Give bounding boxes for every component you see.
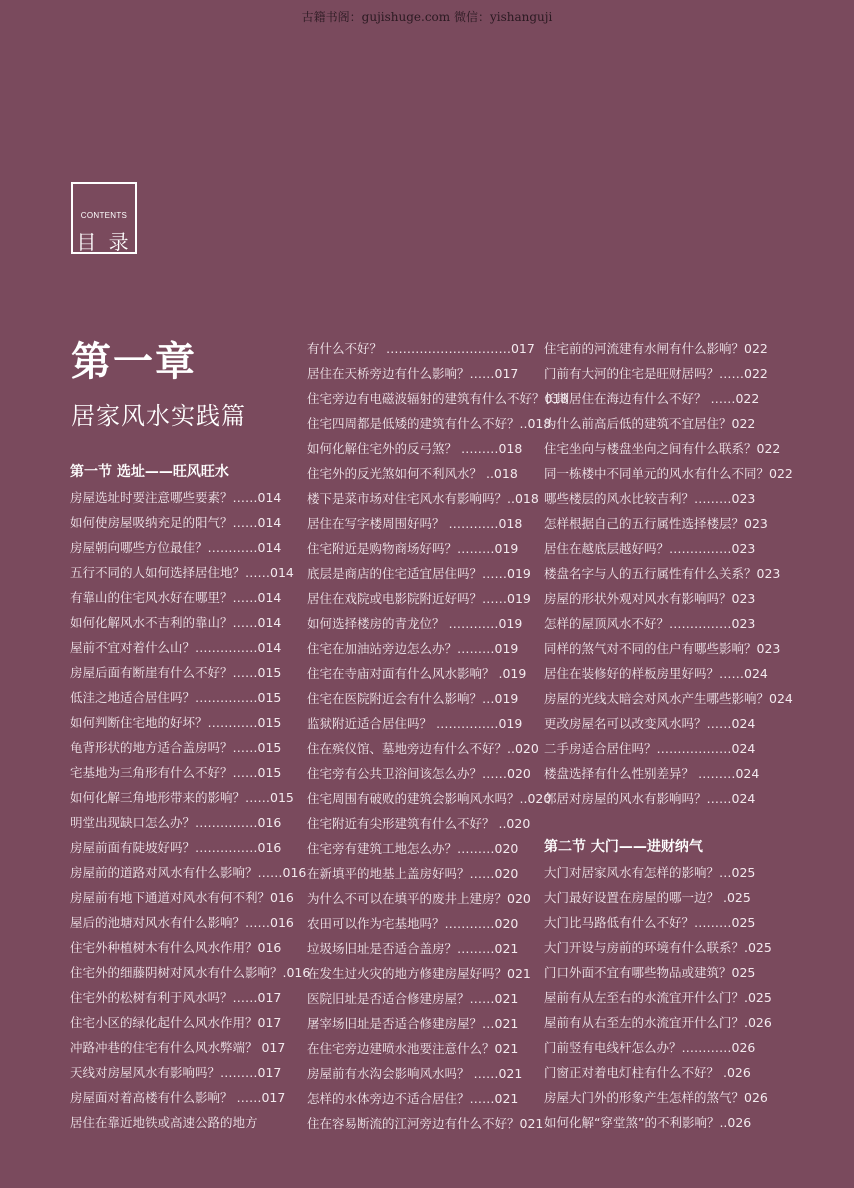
toc-entry[interactable]: 哪些楼层的风水比较吉利？………023 [544, 491, 756, 506]
toc-entry[interactable]: 大门比马路低有什么不好？………025 [544, 915, 756, 930]
toc-entry[interactable]: 住宅附近有尖形建筑有什么不好？ ..020 [307, 816, 531, 831]
toc-entry[interactable]: 二手房适合居住吗？………………024 [544, 741, 756, 756]
toc-column-1 [70, 460, 311, 1135]
toc-entry[interactable]: 如何选择楼房的青龙位？ …………019 [307, 616, 523, 631]
toc-entry[interactable]: 有什么不好？ …………………………017 [307, 341, 535, 356]
watermark: 古籍书阁：gujishuge.com 微信：yishanguji [301, 10, 553, 24]
toc-entry[interactable]: 监狱附近适合居住吗？ ……………019 [307, 716, 523, 731]
section-heading: 第一节 选址——旺风旺水 [70, 464, 229, 480]
toc-entry[interactable]: 房屋面对着高楼有什么影响？ ……017 [70, 1090, 286, 1105]
toc-entry[interactable]: 房屋前的道路对风水有什么影响？……016 [70, 865, 307, 880]
toc-entry[interactable]: 低洼之地适合居住吗？……………015 [70, 690, 282, 705]
toc-entry[interactable]: 大门对居家风水有怎样的影响？…025 [544, 865, 756, 880]
toc-entry[interactable]: 住宅旁有公共卫浴间该怎么办？……020 [307, 766, 531, 781]
toc-entry[interactable]: 住宅旁有建筑工地怎么办？………020 [307, 841, 519, 856]
toc-entry[interactable]: 住宅外种植树木有什么风水作用？016 [70, 940, 282, 955]
toc-entry[interactable]: 房屋选址时要注意哪些要素？……014 [70, 490, 282, 505]
toc-entry[interactable]: 居住在装修好的样板房里好吗？……024 [544, 666, 768, 681]
toc-entry[interactable]: 房屋前有地下通道对风水有何不利？016 [70, 890, 294, 905]
chapter-title: 第一章 [71, 338, 197, 385]
toc-entry[interactable]: 居住在写字楼周围好吗？ …………018 [307, 516, 523, 531]
toc-entry[interactable]: 居住在天桥旁边有什么影响？……017 [307, 366, 519, 381]
toc-entry[interactable]: 同样的煞气对不同的住户有哪些影响？023 [544, 641, 781, 656]
toc-entry[interactable]: 门窗正对着电灯柱有什么不好？ .026 [544, 1065, 751, 1080]
toc-entry[interactable]: 屋前有从右至左的水流宜开什么门？.026 [544, 1015, 772, 1030]
toc-entry[interactable]: 农田可以作为宅基地吗？…………020 [307, 916, 519, 931]
toc-entry[interactable]: 住宅周围有破败的建筑会影响风水吗？..020 [307, 791, 552, 806]
toc-entry[interactable]: 如何化解“穿堂煞”的不利影响？..026 [544, 1115, 752, 1130]
toc-entry[interactable]: 有靠山的住宅风水好在哪里？……014 [70, 590, 282, 605]
toc-entry[interactable]: 屋前有从左至右的水流宜开什么门？.025 [544, 990, 772, 1005]
toc-entry[interactable]: 住宅外的细藤阴树对风水有什么影响？.016 [70, 965, 311, 980]
toc-entry[interactable]: 住宅小区的绿化起什么风水作用？017 [70, 1015, 282, 1030]
toc-entry[interactable]: 邻居对房屋的风水有影响吗？……024 [544, 791, 756, 806]
toc-entry[interactable]: 居住在越底层越好吗？……………023 [544, 541, 756, 556]
toc-entry[interactable]: 住在殡仪馆、墓地旁边有什么不好？..020 [307, 741, 539, 756]
toc-entry[interactable]: 如何判断住宅地的好坏？…………015 [70, 715, 282, 730]
toc-entry[interactable]: 底层是商店的住宅适宜居住吗？……019 [307, 566, 531, 581]
toc-entry[interactable]: 房屋的形状外观对风水有影响吗？023 [544, 591, 756, 606]
toc-entry[interactable]: 垃圾场旧址是否适合盖房？………021 [307, 941, 519, 956]
toc-entry[interactable]: 冲路冲巷的住宅有什么风水弊端？ 017 [70, 1040, 286, 1055]
toc-entry[interactable]: 楼下是菜市场对住宅风水有影响吗？..018 [307, 491, 539, 506]
contents-badge [71, 182, 137, 254]
toc-entry[interactable]: 大门开设与房前的环境有什么联系？.025 [544, 940, 772, 955]
toc-entry[interactable]: 楼盘选择有什么性别差异？ ………024 [544, 766, 760, 781]
toc-entry[interactable]: 怎样根据自己的五行属性选择楼层？023 [544, 516, 768, 531]
toc-entry[interactable]: 房屋后面有断崖有什么不好？……015 [70, 665, 282, 680]
section-heading: 第二节 大门——进财纳气 [544, 839, 703, 855]
toc-entry[interactable]: 怎样的水体旁边不适合居住？……021 [307, 1091, 519, 1106]
toc-entry[interactable]: 在发生过火灾的地方修建房屋好吗？021 [307, 966, 531, 981]
toc-entry[interactable]: 房屋前面有陡坡好吗？……………016 [70, 840, 282, 855]
toc-entry[interactable]: 住宅在加油站旁边怎么办？………019 [307, 641, 519, 656]
toc-entry[interactable]: 医院旧址是否适合修建房屋？……021 [307, 991, 519, 1006]
toc-entry[interactable]: 屋后的池塘对风水有什么影响？……016 [70, 915, 294, 930]
contents-badge-en: CONTENTS [80, 211, 128, 220]
toc-entry[interactable]: 更改房屋名可以改变风水吗？……024 [544, 716, 756, 731]
toc-entry[interactable]: 在住宅旁边建喷水池要注意什么？021 [307, 1041, 519, 1056]
toc-entry[interactable]: 楼盘名字与人的五行属性有什么关系？023 [544, 566, 781, 581]
toc-entry[interactable]: 住宅附近是购物商场好吗？………019 [307, 541, 519, 556]
toc-entry[interactable]: 住宅旁边有电磁波辐射的建筑有什么不好？018 [307, 391, 569, 406]
toc-entry[interactable]: 为什么前高后低的建筑不宜居住？022 [544, 416, 756, 431]
toc-entry[interactable]: 屋前不宜对着什么山？……………014 [70, 640, 282, 655]
toc-entry[interactable]: 屠宰场旧址是否适合修建房屋？…021 [307, 1016, 519, 1031]
contents-badge-zh: 目 录 [76, 230, 132, 254]
toc-entry[interactable]: 居住在靠近地铁或高速公路的地方 [70, 1115, 258, 1130]
toc-entry[interactable]: 如何使房屋吸纳充足的阳气？……014 [70, 515, 282, 530]
toc-entry[interactable]: 住宅在医院附近会有什么影响？…019 [307, 691, 519, 706]
toc-entry[interactable]: 为什么不可以在填平的废井上建房？020 [307, 891, 531, 906]
toc-entry[interactable]: 房屋大门外的形象产生怎样的煞气？026 [544, 1090, 768, 1105]
toc-entry[interactable]: 五行不同的人如何选择居住地？……014 [70, 565, 294, 580]
toc-entry[interactable]: 在新填平的地基上盖房好吗？……020 [307, 866, 519, 881]
toc-entry[interactable]: 住宅四周都是低矮的建筑有什么不好？..018 [307, 416, 552, 431]
toc-entry[interactable]: 宅基地为三角形有什么不好？……015 [70, 765, 282, 780]
toc-entry[interactable]: 如何化解三角地形带来的影响？……015 [70, 790, 294, 805]
toc-entry[interactable]: 如何化解风水不吉利的靠山？……014 [70, 615, 282, 630]
toc-entry[interactable]: 房屋前有水沟会影响风水吗？ ……021 [307, 1066, 523, 1081]
toc-entry[interactable]: 门口外面不宜有哪些物品或建筑？025 [544, 965, 756, 980]
toc-entry[interactable]: 大门最好设置在房屋的哪一边？ .025 [544, 890, 751, 905]
toc-entry[interactable]: 门前有大河的住宅是旺财居吗？……022 [544, 366, 768, 381]
toc-entry[interactable]: 住宅前的河流建有水闸有什么影响？022 [544, 341, 768, 356]
toc-entry[interactable]: 房屋朝向哪些方位最佳？…………014 [70, 540, 282, 555]
toc-entry[interactable]: 怎样的屋顶风水不好？……………023 [544, 616, 756, 631]
toc-entry[interactable]: 门前竖有电线杆怎么办？…………026 [544, 1040, 756, 1055]
toc-entry[interactable]: 居住在戏院或电影院附近好吗？……019 [307, 591, 531, 606]
toc-entry[interactable]: 住宅外的松树有利于风水吗？……017 [70, 990, 282, 1005]
toc-entry[interactable]: 房屋的光线太暗会对风水产生哪些影响？024 [544, 691, 793, 706]
toc-entry[interactable]: 天线对房屋风水有影响吗？………017 [70, 1065, 282, 1080]
chapter-subtitle: 居家风水实践篇 [71, 402, 246, 430]
toc-entry[interactable]: 住宅在寺庙对面有什么风水影响？ .019 [307, 666, 527, 681]
toc-entry[interactable]: 明堂出现缺口怎么办？……………016 [70, 815, 282, 830]
toc-entry[interactable]: 长期居住在海边有什么不好？ ……022 [544, 391, 760, 406]
toc-entry[interactable]: 同一栋楼中不同单元的风水有什么不同？022 [544, 466, 793, 481]
section-gap [544, 811, 762, 835]
toc-entry[interactable]: 住宅坐向与楼盘坐向之间有什么联系？022 [544, 441, 781, 456]
toc-entry[interactable]: 住宅外的反光煞如何不利风水？ ..018 [307, 466, 518, 481]
toc-entry[interactable]: 住在容易断流的江河旁边有什么不好？021 [307, 1116, 544, 1131]
toc-column-2 [307, 336, 569, 1136]
toc-entry[interactable]: 如何化解住宅外的反弓煞？ ………018 [307, 441, 523, 456]
toc-column-3 [544, 336, 793, 1135]
toc-entry[interactable]: 龟背形状的地方适合盖房吗？……015 [70, 740, 282, 755]
